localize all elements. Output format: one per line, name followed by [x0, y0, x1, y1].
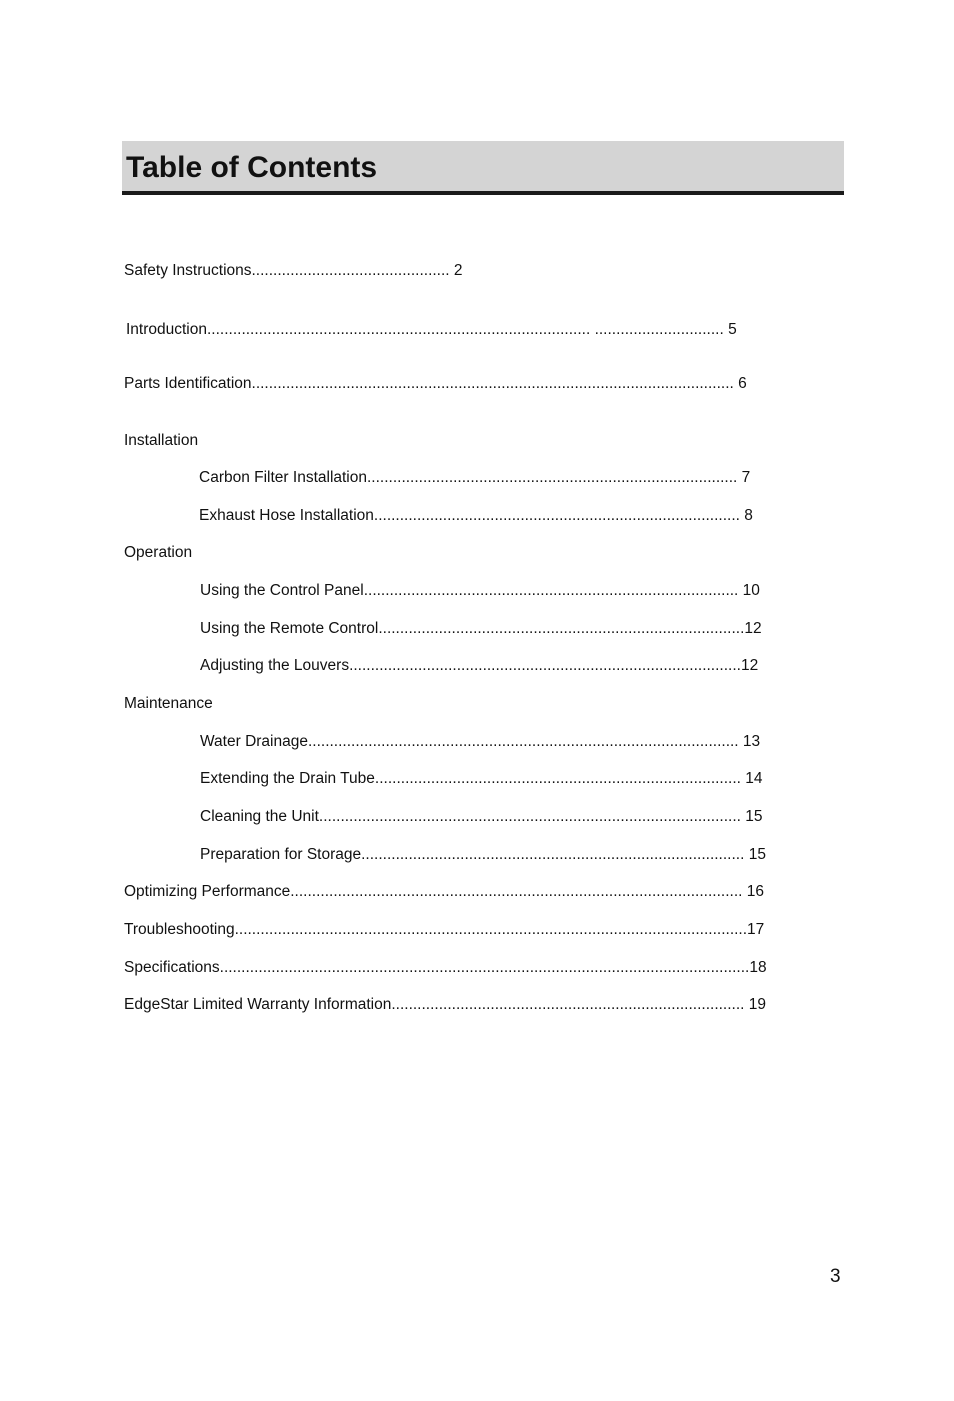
toc-entry-extending-drain-tube: Extending the Drain Tube..................................................................................... 14 [200, 770, 763, 787]
toc-entry-parts-identification: Parts Identification................................................................................................................ 6 [124, 375, 747, 392]
toc-entry-optimizing-performance: Optimizing Performance......................................................................................................... 16 [124, 883, 764, 900]
toc-entry-using-remote-control: Using the Remote Control.....................................................................................12 [200, 620, 762, 637]
toc-entry-using-control-panel: Using the Control Panel....................................................................................... 10 [200, 582, 760, 599]
toc-entry-carbon-filter-installation: Carbon Filter Installation...................................................................................... 7 [199, 469, 751, 486]
toc-entry-introduction: Introduction......................................................................................... .............................. 5 [126, 321, 737, 338]
toc-entry-troubleshooting: Troubleshooting.......................................................................................................................17 [124, 921, 765, 938]
toc-entry-safety-instructions: Safety Instructions.............................................. 2 [124, 262, 463, 279]
toc-entry-exhaust-hose-installation: Exhaust Hose Installation..................................................................................... 8 [199, 507, 753, 524]
toc-section-installation: Installation [124, 432, 199, 449]
toc-entry-cleaning-unit: Cleaning the Unit.................................................................................................. 15 [200, 808, 763, 825]
toc-section-operation: Operation [124, 544, 193, 561]
toc-entry-specifications: Specifications...........................................................................................................................18 [124, 959, 767, 976]
toc-section-maintenance: Maintenance [124, 695, 213, 712]
page-number: 3 [830, 1266, 841, 1287]
toc-entry-warranty-information: EdgeStar Limited Warranty Information.................................................................................. 19 [124, 996, 767, 1013]
page-title: Table of Contents [126, 151, 378, 184]
toc-entry-adjusting-louvers: Adjusting the Louvers...........................................................................................12 [200, 657, 759, 674]
toc-entry-preparation-storage: Preparation for Storage......................................................................................... 15 [200, 846, 766, 863]
toc-entry-water-drainage: Water Drainage.................................................................................................... 13 [200, 733, 761, 750]
title-banner [122, 141, 844, 195]
